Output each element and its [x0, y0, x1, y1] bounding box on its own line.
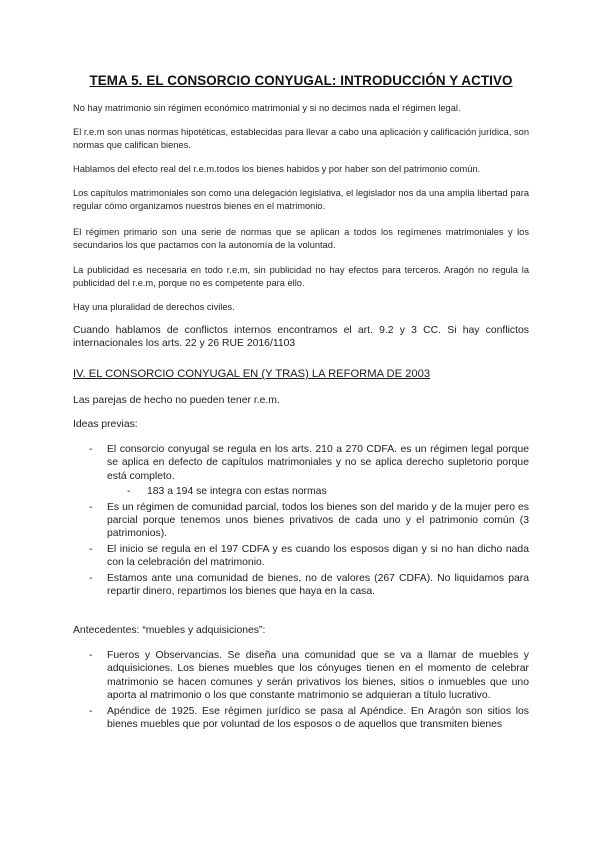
paragraph-5: El régimen primario son una serie de normas que se aplican a todos los regímenes matrimoniales y los secundarios los que pactamos con la autonomía de la voluntad.: [73, 227, 529, 250]
paragraph-6: La publicidad es necesaria en todo r.e.m, sin publicidad no hay efectos para terceros. Aragón no regula la publicidad del r.e.m, porque no es competente para ello.: [73, 265, 529, 288]
section-heading: IV. EL CONSORCIO CONYUGAL EN (Y TRAS) LA REFORMA DE 2003: [73, 368, 431, 380]
dash-bullet: -: [89, 543, 93, 555]
list-item: - El inicio se regula en el 197 CDFA y es cuando los esposos digan y si no han dicho nada con la celebración del matrimonio.: [89, 543, 529, 569]
paragraph-7: Hay una pluralidad de derechos civiles.: [73, 302, 235, 312]
dash-bullet: -: [89, 444, 93, 455]
paragraph-3: Hablamos del efecto real del r.e.m.todos los bienes habidos y por haber son del patrimonio común.: [73, 164, 481, 174]
dash-bullet: -: [89, 650, 93, 661]
page-title: TEMA 5. EL CONSORCIO CONYUGAL: INTRODUCCIÓN Y ACTIVO: [89, 73, 513, 88]
ideas-label: Ideas previas:: [73, 419, 138, 430]
list-item: - El consorcio conyugal se regula en los arts. 210 a 270 CDFA. es un régimen legal porque se aplica en defecto de capítulos matrimoniales y no se aplica derecho supletorio porque está completo.: [89, 444, 529, 482]
dash-bullet: -: [89, 572, 93, 584]
section-paragraph-1: Las parejas de hecho no pueden tener r.e.m.: [73, 395, 280, 406]
antecedentes-list: [73, 649, 529, 733]
list-item: - Estamos ante una comunidad de bienes, no de valores (267 CDFA). No liquidamos para repartir dinero, repartimos los bienes que haya en la casa.: [89, 572, 529, 598]
dash-bullet: -: [127, 486, 131, 498]
dash-bullet: -: [89, 705, 93, 717]
paragraph-2: El r.e.m son unas normas hipotéticas, establecidas para llevar a cabo una aplicación y calificación jurídica, son normas que califican bienes.: [73, 127, 529, 150]
list-item: - Apéndice de 1925. Ese régimen jurídico se pasa al Apéndice. En Aragón son sitios los bienes muebles que por voluntad de los esposos o de aquellos que transmiten bienes: [89, 705, 529, 731]
dash-bullet: -: [89, 501, 93, 513]
paragraph-1: No hay matrimonio sin régimen económico matrimonial y si no decimos nada el régimen legal.: [73, 103, 461, 113]
antecedentes-label: Antecedentes: “muebles y adquisiciones”:: [73, 625, 266, 636]
list-item: - 183 a 194 se integra con estas normas: [127, 486, 327, 498]
paragraph-8: Cuando hablamos de conflictos internos encontramos el art. 9.2 y 3 CC. Si hay conflictos internacionales los arts. 22 y 26 RUE 2016/1103: [73, 325, 529, 350]
list-item: - Fueros y Observancias. Se diseña una comunidad que se va a llamar de muebles y adquisiciones. Los bienes muebles que los cónyuges tienen en el momento de celebrar matrimonio se hacen comunes y serán privativos los bienes, sitios o inmuebles que uno aporta al matrimonio o los que constante matrimonio se adquieran a título lucrativo.: [89, 650, 529, 702]
list-item: - Es un régimen de comunidad parcial, todos los bienes son del marido y de la mujer pero es parcial porque tenemos unos bienes privativos de cada uno y el patrimonio común (3 patrimonios).: [89, 501, 529, 540]
ideas-list: [73, 443, 529, 600]
paragraph-4: Los capítulos matrimoniales son como una delegación legislativa, el legislador nos da una amplia libertad para regular cómo organizamos nuestros bienes en el matrimonio.: [73, 188, 529, 211]
